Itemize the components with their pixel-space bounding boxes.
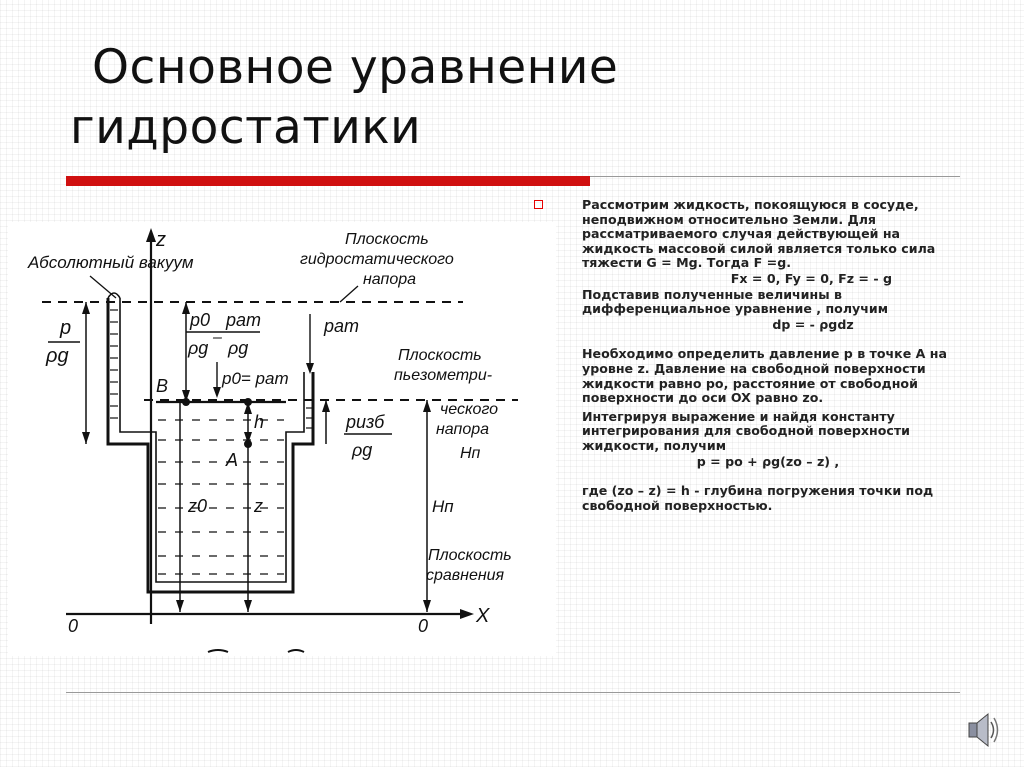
p-at-right-label: pат [324,316,360,336]
p-at-num: pат [226,310,262,330]
plane-hydrostatic-label-3: напора [363,271,417,288]
title-underline-grey [590,176,960,177]
plane-comparison-label-2: сравнения [426,567,505,584]
title-line-1: Основное уравнение [92,40,619,95]
paragraph-3: Необходимо определить давление p в точке A на уровне z. Давление на свободной поверхности жидкости равно po, расстояние от свободной поверхности до оси OX равно zo. [582,346,947,406]
p0-equals-pat-label: p0= pат [222,369,289,388]
explanation-text [582,198,954,513]
p-over-rhog-den: ρg [46,345,69,367]
p0-den: ρg [188,338,209,358]
paragraph-4: Интегрируя выражение и найдя константу интегрирования для свободной поверхности жидкости, получим [582,408,910,453]
plane-comparison-label-1: Плоскость [428,547,512,564]
z0-label: z0 [188,496,208,516]
hp-axis-label: Hп [432,497,454,516]
z-axis-label: z [156,229,166,251]
point-b-label: B [156,376,169,396]
title-underline-red [66,176,590,186]
p-izb-num: pизб [346,412,385,432]
plane-piezometric-label-2: пьезометри- [394,367,493,384]
title-line-2: гидростатики [70,100,422,155]
origin-right-label: 0 [418,616,429,636]
plane-piezometric-label-4: напора [436,421,490,438]
hydrostatics-diagram [8,222,556,656]
equation-dp: dp = - ρgdz [772,316,854,332]
plane-piezometric-label-3: ческого [440,401,499,418]
plane-hydrostatic-label-1: Плоскость [345,231,429,248]
p-over-rhog-num: p [60,317,72,339]
plane-hydrostatic-label-2: гидростатического [300,251,454,268]
absolute-vacuum-label: Абсолютный вакуум [28,253,194,272]
h-label: h [254,412,265,432]
equation-pressure: p = po + ρg(zo – z) , [696,453,840,469]
z-label: z [254,496,263,516]
paragraph-2: Подставив полученные величины в дифференциальное уравнение , получим [582,286,889,317]
square-bullet-icon [534,200,543,209]
equation-forces: Fx = 0, Fy = 0, Fz = - g [730,270,892,286]
hp-label: Hп [460,445,481,462]
point-a-label: A [226,450,239,470]
p-at-den: ρg [228,338,249,358]
speaker-icon[interactable] [966,708,1000,752]
minus-sign: – [213,329,222,346]
x-axis-label: X [476,605,490,627]
origin-left-label: 0 [68,616,79,636]
bottom-rule [66,692,960,693]
p0-num: p0 [190,310,211,330]
paragraph-1: Рассмотрим жидкость, покоящуюся в сосуде, неподвижном относительно Земли. Для рассматриваемого случая действующей на жидкость массовой силой является только сила тяжести G = Mg. Тогда F =g. [582,197,936,271]
plane-piezometric-label-1: Плоскость [398,347,482,364]
slide-title [70,38,770,158]
paragraph-5: где (zo – z) = h - глубина погружения точки под свободной поверхностью. [582,483,934,513]
p-izb-den: ρg [352,440,373,460]
